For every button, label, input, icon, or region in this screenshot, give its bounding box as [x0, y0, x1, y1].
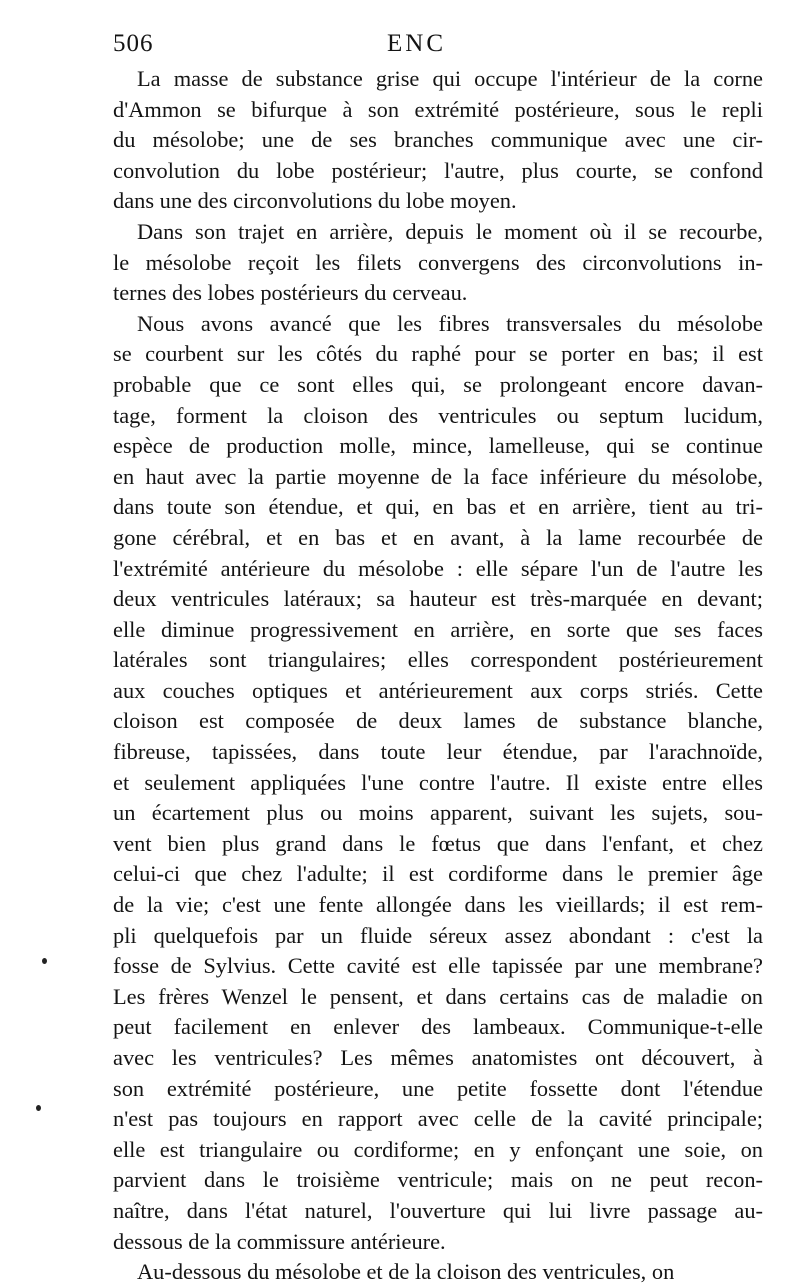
text-line: dans une des circonvolutions du lobe moyen. — [113, 188, 517, 214]
text-line: dans toute son étendue, et qui, en bas et en arrière, tient au tri- — [113, 494, 763, 520]
text-line: son extrémité postérieure, une petite fossette dont l'étendue — [113, 1075, 763, 1101]
text-line: elle diminue progressivement en arrière, en sorte que ses faces — [113, 616, 763, 642]
text-line: l'extrémité antérieure du mésolobe : elle sépare l'un de l'autre les — [113, 555, 763, 581]
text-line: convolution du lobe postérieur; l'autre, plus courte, se confond — [113, 157, 763, 183]
text-line: tage, forment la cloison des ventricules ou septum lucidum, — [113, 402, 763, 428]
text-line: gone cérébral, et en bas et en avant, à la lame recourbée de — [113, 524, 763, 550]
text-line: Nous avons avancé que les fibres transversales du mésolobe — [137, 310, 763, 336]
text-line: La masse de substance grise qui occupe l'intérieur de la corne — [137, 66, 763, 91]
text-line: Les frères Wenzel le pensent, et dans certains cas de maladie on — [113, 983, 763, 1009]
text-line: se courbent sur les côtés du raphé pour se porter en bas; il est — [113, 341, 763, 367]
text-line: avec les ventricules? Les mêmes anatomistes ont découvert, à — [113, 1045, 763, 1070]
paragraph — [113, 217, 763, 309]
text-line: dessous de la commissure antérieure. — [113, 1228, 446, 1254]
text-line: d'Ammon se bifurque à son extrémité postérieure, sous le repli — [113, 96, 763, 122]
text-line: et seulement appliquées l'une contre l'autre. Il existe entre elles — [113, 769, 763, 795]
page-number: 506 — [113, 30, 154, 57]
text-line: Dans son trajet en arrière, depuis le moment où il se recourbe, — [137, 218, 763, 244]
text-line: n'est pas toujours en rapport avec celle de la cavité principale; — [113, 1106, 763, 1132]
text-line: peut facilement en enlever des lambeaux. Communique-t-elle — [113, 1014, 763, 1040]
margin-mark — [42, 958, 47, 964]
text-line: fibreuse, tapissées, dans toute leur étendue, par l'arachnoïde, — [113, 739, 763, 765]
text-line: un écartement plus ou moins apparent, suivant les sujets, sou- — [113, 800, 763, 826]
text-line: latérales sont triangulaires; elles correspondent postérieurement — [113, 647, 763, 673]
margin-mark — [36, 1105, 41, 1111]
text-line: naître, dans l'état naturel, l'ouverture qui lui livre passage au- — [113, 1197, 763, 1223]
text-line: elle est triangulaire ou cordiforme; en y enfonçant une soie, on — [113, 1136, 763, 1162]
text-line: de la vie; c'est une fente allongée dans les vieillards; il est rem- — [113, 892, 763, 918]
running-title: ENC — [387, 30, 446, 57]
text-line: deux ventricules latéraux; sa hauteur est très-marquée en devant; — [113, 586, 763, 612]
text-line: vent bien plus grand dans le fœtus que dans l'enfant, et chez — [113, 830, 763, 856]
text-line: fosse de Sylvius. Cette cavité est elle tapissée par une membrane? — [113, 953, 763, 979]
text-line: en haut avec la partie moyenne de la face inférieure du mésolobe, — [113, 463, 763, 489]
text-line: ternes des lobes postérieurs du cerveau. — [113, 280, 468, 306]
text-line: du mésolobe; une de ses branches communique avec une cir- — [113, 127, 763, 153]
text-line: probable que ce sont elles qui, se prolongeant encore davan- — [113, 371, 763, 397]
text-line: pli quelquefois par un fluide séreux assez abondant : c'est la — [113, 922, 763, 948]
paragraph — [113, 64, 763, 217]
page-body-text — [113, 64, 763, 1288]
text-line: Au-dessous du mésolobe et de la cloison des ventricules, on — [137, 1259, 675, 1285]
text-line: celui-ci que chez l'adulte; il est cordiforme dans le premier âge — [113, 861, 763, 887]
text-line: le mésolobe reçoit les filets convergens des circonvolutions in- — [113, 249, 763, 275]
text-line: cloison est composée de deux lames de substance blanche, — [113, 708, 763, 734]
text-line: aux couches optiques et antérieurement aux corps striés. Cette — [113, 677, 763, 703]
text-line: parvient dans le troisième ventricule; mais on ne peut recon- — [113, 1167, 763, 1193]
page-header — [113, 30, 760, 64]
paragraph — [113, 1257, 763, 1288]
paragraph — [113, 309, 763, 1257]
text-line: espèce de production molle, mince, lamelleuse, qui se continue — [113, 433, 763, 459]
